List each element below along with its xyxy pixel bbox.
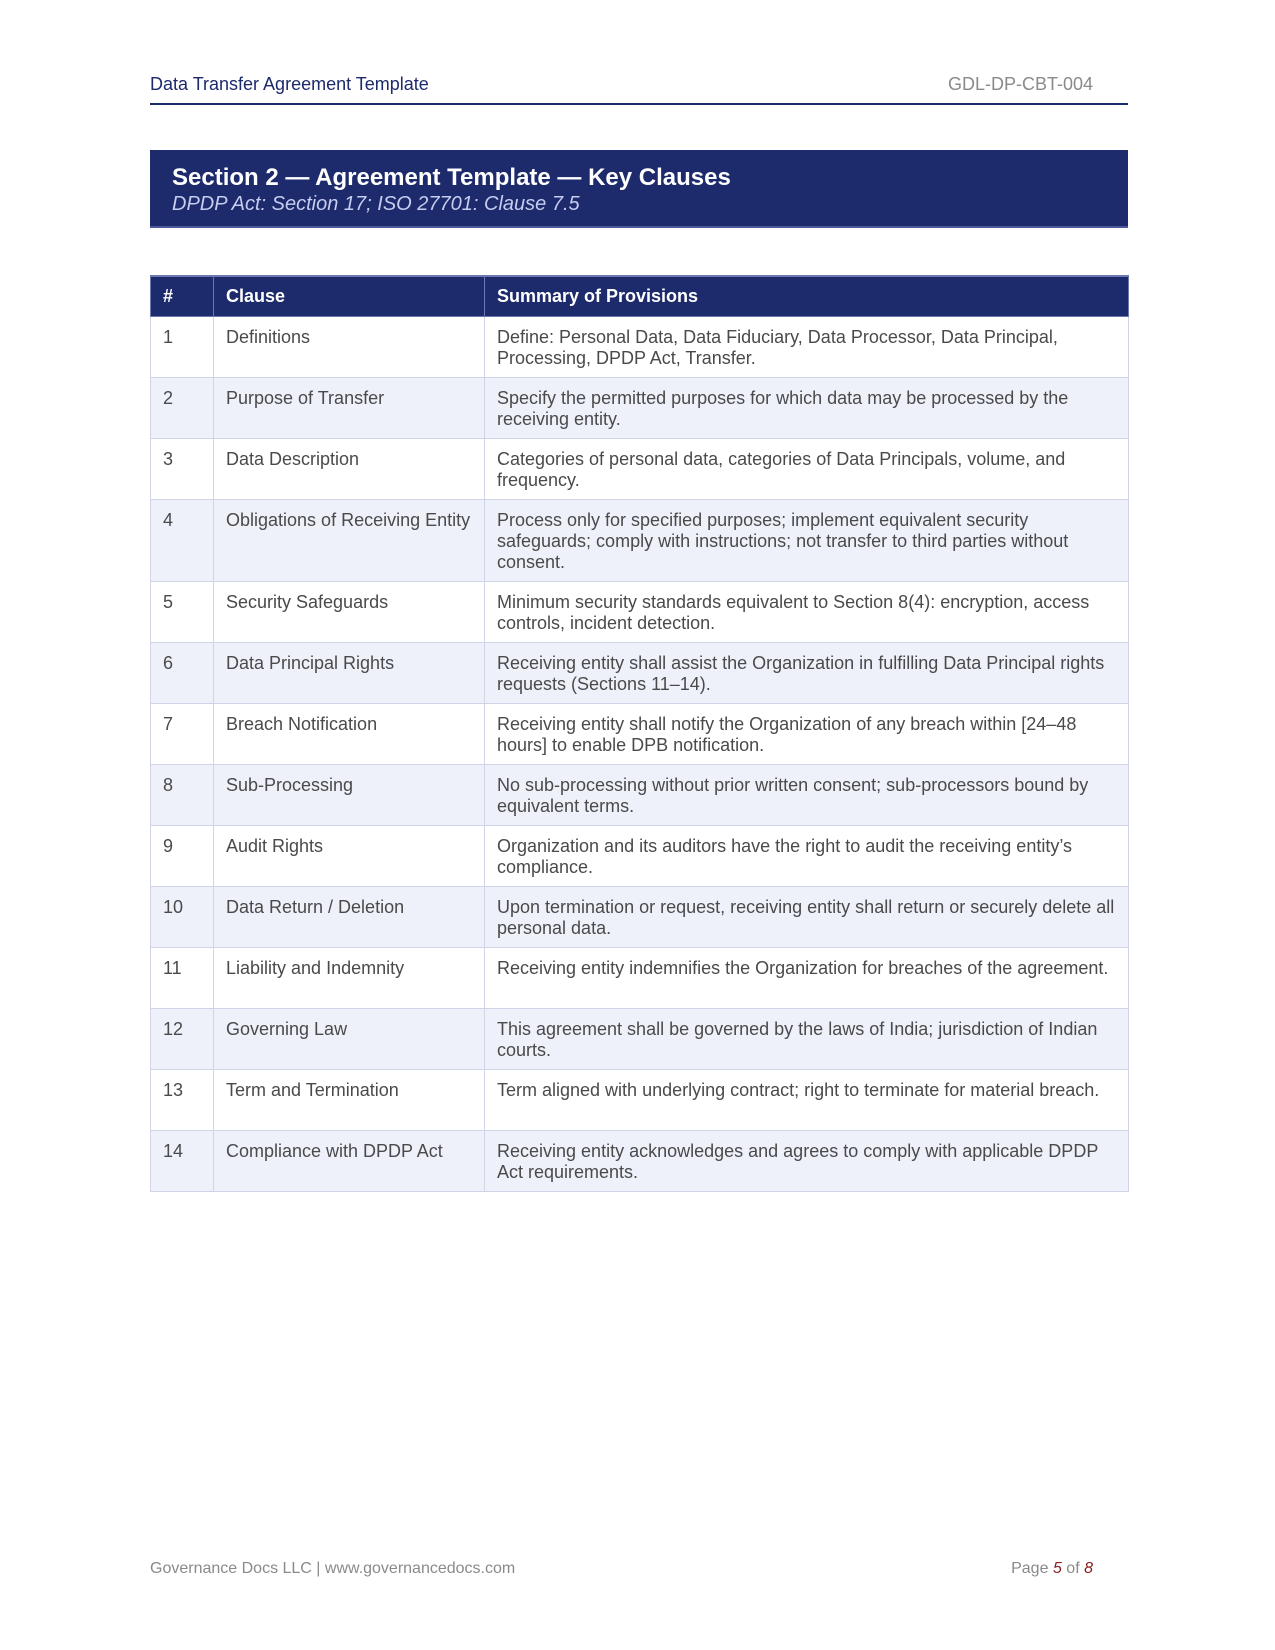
document-title: Data Transfer Agreement Template — [150, 74, 429, 94]
clause-name: Obligations of Receiving Entity — [214, 499, 485, 581]
table-row — [151, 825, 1129, 886]
clause-summary: Process only for specified purposes; implement equivalent security safeguards; comply with instructions; not transfer to third parties without consent. — [485, 499, 1129, 581]
table-row — [151, 581, 1129, 642]
clauses-table — [150, 275, 1129, 1192]
clause-summary: Minimum security standards equivalent to Section 8(4): encryption, access controls, incident detection. — [485, 581, 1129, 642]
table-row — [151, 1130, 1129, 1191]
clause-name: Compliance with DPDP Act — [214, 1130, 485, 1191]
table-row — [151, 703, 1129, 764]
table-row — [151, 316, 1129, 377]
table-row — [151, 642, 1129, 703]
table-row — [151, 947, 1129, 1008]
clause-summary: Term aligned with underlying contract; right to terminate for material breach. — [485, 1069, 1129, 1130]
row-number: 14 — [151, 1130, 214, 1191]
clause-summary: Specify the permitted purposes for which data may be processed by the receiving entity. — [485, 377, 1129, 438]
clause-summary: Receiving entity indemnifies the Organization for breaches of the agreement. — [485, 947, 1129, 1008]
row-number: 8 — [151, 764, 214, 825]
clause-name: Security Safeguards — [214, 581, 485, 642]
page-total: 8 — [1084, 1560, 1093, 1577]
table-header-row — [151, 276, 1129, 316]
clause-name: Breach Notification — [214, 703, 485, 764]
clause-summary: Upon termination or request, receiving entity shall return or securely delete all personal data. — [485, 886, 1129, 947]
clause-name: Data Description — [214, 438, 485, 499]
clause-summary: Categories of personal data, categories of Data Principals, volume, and frequency. — [485, 438, 1129, 499]
column-header-number: # — [151, 276, 214, 316]
table-row — [151, 764, 1129, 825]
row-number: 5 — [151, 581, 214, 642]
page-header — [150, 72, 1128, 105]
row-number: 9 — [151, 825, 214, 886]
page-footer — [150, 1560, 1128, 1584]
column-header-clause: Clause — [214, 276, 485, 316]
row-number: 13 — [151, 1069, 214, 1130]
clause-name: Audit Rights — [214, 825, 485, 886]
clause-summary: This agreement shall be governed by the laws of India; jurisdiction of Indian courts. — [485, 1008, 1129, 1069]
table-row — [151, 499, 1129, 581]
clause-summary: Receiving entity shall assist the Organization in fulfilling Data Principal rights requests (Sections 11–14). — [485, 642, 1129, 703]
clause-name: Purpose of Transfer — [214, 377, 485, 438]
table-row — [151, 1008, 1129, 1069]
section-banner — [150, 150, 1128, 228]
clause-summary: No sub-processing without prior written consent; sub-processors bound by equivalent terms. — [485, 764, 1129, 825]
table-row — [151, 1069, 1129, 1130]
clause-name: Term and Termination — [214, 1069, 485, 1130]
row-number: 1 — [151, 316, 214, 377]
row-number: 2 — [151, 377, 214, 438]
row-number: 3 — [151, 438, 214, 499]
clause-name: Liability and Indemnity — [214, 947, 485, 1008]
clause-name: Data Principal Rights — [214, 642, 485, 703]
clause-name: Data Return / Deletion — [214, 886, 485, 947]
clause-summary: Receiving entity acknowledges and agrees to comply with applicable DPDP Act requirements. — [485, 1130, 1129, 1191]
table-row — [151, 377, 1129, 438]
row-number: 4 — [151, 499, 214, 581]
page-indicator — [1011, 1560, 1093, 1578]
clause-summary: Define: Personal Data, Data Fiduciary, Data Processor, Data Principal, Processing, DPDP Act, Transfer. — [485, 316, 1129, 377]
row-number: 10 — [151, 886, 214, 947]
column-header-summary: Summary of Provisions — [485, 276, 1129, 316]
section-subtitle: DPDP Act: Section 17; ISO 27701: Clause 7.5 — [172, 193, 580, 215]
clause-name: Sub-Processing — [214, 764, 485, 825]
table-row — [151, 438, 1129, 499]
row-number: 7 — [151, 703, 214, 764]
clause-summary: Organization and its auditors have the right to audit the receiving entity’s compliance. — [485, 825, 1129, 886]
footer-company: Governance Docs LLC | www.governancedocs.com — [150, 1560, 516, 1577]
clause-name: Governing Law — [214, 1008, 485, 1069]
row-number: 12 — [151, 1008, 214, 1069]
page-of: of — [1066, 1560, 1080, 1577]
section-title: Section 2 — Agreement Template — Key Clauses — [172, 164, 731, 191]
clause-name: Definitions — [214, 316, 485, 377]
page-prefix: Page — [1011, 1560, 1049, 1577]
table-row — [151, 886, 1129, 947]
clause-summary: Receiving entity shall notify the Organization of any breach within [24–48 hours] to enable DPB notification. — [485, 703, 1129, 764]
row-number: 11 — [151, 947, 214, 1008]
page-current: 5 — [1052, 1560, 1062, 1577]
document-code: GDL-DP-CBT-004 — [947, 74, 1093, 94]
row-number: 6 — [151, 642, 214, 703]
